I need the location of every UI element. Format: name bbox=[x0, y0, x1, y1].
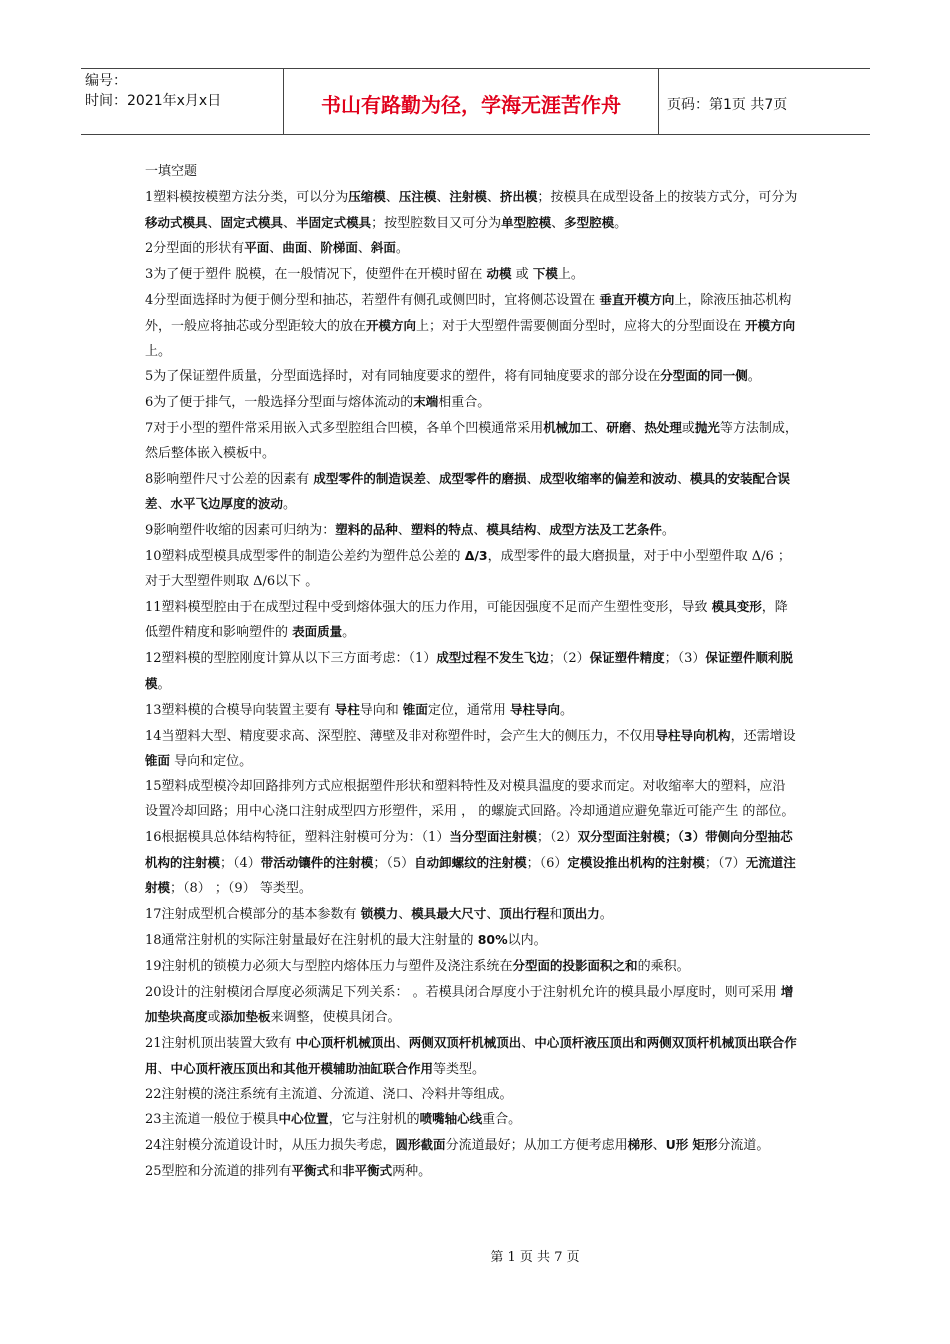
question-text: 或 bbox=[207, 1010, 221, 1026]
question-text: 、 bbox=[157, 1061, 171, 1077]
question-text: 和 bbox=[549, 907, 563, 923]
answer-text: 移动式模具 bbox=[145, 214, 208, 230]
page-footer: 第 1 页 共 7 页 bbox=[490, 1250, 580, 1265]
answer-text: 导柱导向机构 bbox=[655, 727, 731, 743]
answer-text: 梯形 bbox=[627, 1137, 653, 1153]
question-item bbox=[145, 1083, 800, 1108]
answer-text: U形 bbox=[665, 1137, 689, 1153]
answer-text: 热处理 bbox=[644, 419, 682, 435]
answer-text: 中心顶杆机械顶出 bbox=[295, 1035, 396, 1051]
answer-text: 阶梯面 bbox=[320, 240, 358, 256]
question-text: 等类型。 bbox=[433, 1061, 486, 1077]
answer-text: 模具结构 bbox=[486, 522, 537, 538]
question-text: ；（5） bbox=[373, 855, 415, 871]
answer-text: 中心顶杆液压顶出和其他开模辅助油缸联合作用 bbox=[170, 1060, 434, 1076]
question-text: 等方法制成，然后整体嵌入模板中。 bbox=[145, 420, 798, 461]
question-text: 。 bbox=[747, 369, 761, 385]
answer-text: 中心顶杆液压顶出和两侧双顶杆机械顶出联合作用 bbox=[145, 1035, 797, 1076]
question-text: 。 bbox=[342, 625, 356, 641]
question-item bbox=[145, 416, 800, 467]
question-text: 、 bbox=[652, 1138, 666, 1154]
question-text: 9影响塑件收缩的因素可归纳为： bbox=[145, 523, 336, 539]
answer-text: 下模 bbox=[532, 266, 558, 282]
answer-text: 导柱 bbox=[334, 701, 360, 717]
question-text: 来调整，使模具闭合。 bbox=[270, 1010, 401, 1026]
question-text: ，降低塑件精度和影响塑件的 bbox=[145, 599, 788, 641]
answer-text: 斜面 bbox=[370, 240, 396, 256]
question-text: 2分型面的形状有 bbox=[145, 241, 245, 257]
question-text: 22注射模的浇注系统有主流道、分流道、浇口、冷料井等组成。 bbox=[145, 1086, 513, 1102]
question-item bbox=[145, 288, 800, 364]
question-text: 。 bbox=[614, 215, 628, 231]
answer-text: 锥面 bbox=[402, 701, 428, 717]
question-text: 定位，通常用 bbox=[427, 702, 510, 718]
question-text: 、 bbox=[676, 471, 690, 487]
question-text: 、 bbox=[631, 420, 645, 436]
question-text: ；（2） bbox=[548, 651, 590, 667]
answer-text: 分型面的同一侧 bbox=[660, 368, 748, 384]
answer-text: 平面 bbox=[244, 240, 270, 256]
question-text: 25型腔和分流道的排列有 bbox=[145, 1164, 292, 1180]
question-text: 7对于小型的塑件常采用嵌入式多型腔组合凹模，各单个凹模通常采用 bbox=[145, 420, 544, 436]
question-text: 、 bbox=[157, 497, 171, 513]
question-item bbox=[145, 1107, 800, 1133]
question-text: 导向和 bbox=[359, 702, 403, 718]
answer-text: 曲面 bbox=[282, 240, 308, 256]
question-text: ；（8） ；（9） 等类型。 bbox=[170, 881, 312, 897]
question-text: 15塑料成型模冷却回路排列方式应根据塑件形状和塑料特性及对模具温度的要求而定。对收缩率大的塑料，应沿 设置冷却回路；用中心浇口注射成型四方形塑件，采用 ， 的螺旋式回路。冷却通道应避免靠近可能产生 的部位。 bbox=[145, 779, 795, 819]
question-text: 分流道。 bbox=[717, 1138, 770, 1154]
question-item bbox=[145, 724, 800, 776]
question-item bbox=[145, 467, 800, 519]
question-item bbox=[145, 1159, 800, 1185]
answer-text: 无流道注射模 bbox=[145, 854, 796, 896]
question-text: 或 bbox=[681, 420, 695, 436]
question-item bbox=[145, 646, 800, 698]
document-number-label: 编号： bbox=[85, 73, 127, 89]
question-text: 、 bbox=[397, 523, 411, 539]
question-text: 3为了便于塑件 脱模，在一般情况下，使塑件在开模时留在 bbox=[145, 267, 487, 283]
question-text: 21注射机顶出装置大致有 bbox=[145, 1036, 296, 1052]
question-text: 、 bbox=[436, 189, 450, 205]
question-text: 上。 bbox=[145, 343, 172, 359]
section-title: 一填空题 bbox=[145, 164, 198, 179]
question-text: 、 bbox=[593, 420, 607, 436]
question-text: 重合。 bbox=[482, 1112, 522, 1128]
answer-text: 单型腔模 bbox=[501, 214, 552, 230]
question-text: 18通常注射机的实际注射量最好在注射机的最大注射量的 bbox=[145, 932, 478, 948]
question-text: 分流道最好；从加工方便考虑用 bbox=[445, 1138, 628, 1154]
question-item bbox=[145, 1031, 800, 1083]
question-text: 。 bbox=[395, 241, 409, 257]
answer-text: 成型方法及工艺条件 bbox=[549, 522, 662, 538]
question-item bbox=[145, 236, 800, 262]
question-text: 4分型面选择时为便于侧分型和抽芯，若塑件有侧孔或侧凹时，宜将侧芯设置在 bbox=[145, 292, 600, 308]
question-text: 以内。 bbox=[507, 932, 547, 948]
answer-text: 定模设推出机构的注射模 bbox=[567, 854, 705, 870]
document-date: 时间：2021年x月x日 bbox=[85, 93, 222, 109]
answer-text: 表面质量 bbox=[292, 624, 343, 640]
answer-text: 挤出模 bbox=[499, 188, 538, 204]
question-text: 12塑料模的型腔刚度计算从以下三方面考虑：（1） bbox=[145, 651, 437, 667]
question-item bbox=[145, 1133, 800, 1159]
question-text: 。 bbox=[661, 523, 675, 539]
answer-text: 两侧双顶杆机械顶出 bbox=[408, 1035, 522, 1051]
answer-text: 双分型面注射模 bbox=[577, 828, 666, 844]
question-item bbox=[145, 980, 800, 1032]
question-text: 两种。 bbox=[392, 1164, 432, 1180]
question-text: ，成型零件的最大磨损量，对于中小型塑件取 Δ/6 ；对于大型塑件则取 Δ/6以下 。 bbox=[145, 548, 791, 589]
answer-text: 模具变形 bbox=[711, 598, 762, 614]
question-text: ；按型腔数目又可分为 bbox=[371, 215, 502, 231]
question-text: 19注射机的锁模力必须大与型腔内熔体压力与塑件及浇注系统在 bbox=[145, 958, 513, 974]
answer-text: 开模方向 bbox=[366, 317, 417, 333]
question-text: 11塑料模型腔由于在成型过程中受到熔体强大的压力作用，可能因强度不足而产生塑性变形，导致 bbox=[145, 599, 712, 615]
question-item bbox=[145, 364, 800, 390]
answer-text: 塑料的品种 bbox=[335, 522, 398, 538]
question-item bbox=[145, 928, 800, 954]
answer-text: 锁模力 bbox=[360, 906, 399, 922]
answer-text: 圆形截面 bbox=[395, 1137, 446, 1153]
question-text: 、 bbox=[473, 523, 487, 539]
answer-text: 导柱导向 bbox=[510, 701, 561, 717]
answer-text: 添加垫板 bbox=[220, 1009, 271, 1025]
question-text: 6为了便于排气，一般选择分型面与熔体流动的 bbox=[145, 395, 414, 411]
question-text: 、 bbox=[283, 215, 297, 231]
question-item bbox=[145, 262, 800, 288]
question-text: 24注射模分流道设计时，从压力损失考虑， bbox=[145, 1138, 396, 1154]
question-text: 、 bbox=[357, 241, 371, 257]
answer-text: 模具最大尺寸 bbox=[411, 906, 487, 922]
answer-text: 平衡式 bbox=[291, 1163, 330, 1179]
header-page-info: 页码：第1页 共7页 bbox=[667, 96, 788, 113]
question-text: 、 bbox=[551, 215, 565, 231]
answer-text: 开模方向 bbox=[745, 317, 796, 333]
question-text: 导向和定位。 bbox=[170, 754, 253, 770]
answer-text: Δ/3 bbox=[464, 547, 488, 563]
answer-text: 锥面 bbox=[145, 753, 171, 769]
answer-text: 水平飞边厚度的波动 bbox=[170, 496, 284, 512]
answer-text: 当分型面注射模 bbox=[449, 828, 537, 844]
question-text: 、 bbox=[395, 1036, 409, 1052]
question-text: 、 bbox=[526, 471, 540, 487]
question-text: ；按模具在成型设备上的按装方式分，可分为 bbox=[537, 189, 798, 205]
question-text: 16根据模具总体结构特征，塑料注射模可分为：（1） bbox=[145, 829, 450, 845]
answer-text: 模具的安装配合误差 bbox=[145, 470, 791, 512]
answer-text: 垂直开模方向 bbox=[599, 291, 675, 307]
question-item bbox=[145, 698, 800, 724]
answer-text: 带活动镶件的注射模 bbox=[260, 854, 374, 870]
question-text: 。 bbox=[560, 702, 574, 718]
question-text: 、 bbox=[486, 907, 500, 923]
question-text: 上，除液压抽芯机构外，一般应将抽芯或分型距较大的放在 bbox=[145, 292, 792, 334]
question-text: 。 bbox=[599, 907, 613, 923]
answer-text: 塑料的特点 bbox=[410, 522, 474, 538]
question-text: 、 bbox=[269, 241, 283, 257]
answer-text: 固定式模具 bbox=[220, 214, 284, 230]
question-item bbox=[145, 775, 800, 825]
answer-text: 中心位置 bbox=[278, 1111, 329, 1127]
answer-text: 80% bbox=[477, 931, 508, 947]
page-header bbox=[81, 68, 870, 135]
question-item bbox=[145, 185, 800, 237]
answer-text: 注射模 bbox=[449, 188, 487, 204]
question-text: 、 bbox=[207, 215, 221, 231]
question-text: ，还需增设 bbox=[730, 728, 796, 744]
question-text: 17注射成型机合模部分的基本参数有 bbox=[145, 907, 361, 923]
question-text: 相重合。 bbox=[438, 395, 491, 411]
question-text: 14当塑料大型、精度要求高、深型腔、薄壁及非对称塑件时，会产生大的侧压力，不仅用 bbox=[145, 728, 656, 744]
question-item bbox=[145, 954, 800, 980]
question-text: ；（4） bbox=[220, 855, 261, 871]
answer-text: 喷嘴轴心线 bbox=[419, 1111, 483, 1127]
answer-text: 保证塑件顺利脱模 bbox=[145, 650, 793, 691]
question-text: 。 bbox=[157, 676, 171, 692]
answer-text: 末端 bbox=[413, 394, 439, 410]
question-text: 上。 bbox=[557, 267, 584, 283]
question-text: 23主流道一般位于模具 bbox=[145, 1112, 279, 1128]
question-text: 和 bbox=[329, 1164, 343, 1180]
question-text: ，它与注射机的 bbox=[328, 1112, 420, 1128]
question-text: 、 bbox=[486, 189, 500, 205]
question-text: 的乘积。 bbox=[637, 958, 690, 974]
answer-text: 分型面的投影面积之和 bbox=[512, 957, 638, 973]
question-text: 。 bbox=[283, 497, 297, 513]
answer-text: 研磨 bbox=[606, 419, 632, 435]
answer-text: 压缩模 bbox=[348, 188, 386, 204]
question-text: ；（6） bbox=[526, 855, 568, 871]
question-text: 、 bbox=[398, 907, 412, 923]
question-text: ；（7） bbox=[704, 855, 746, 871]
question-item bbox=[145, 544, 800, 595]
answer-text: 顶出行程 bbox=[499, 906, 550, 922]
answer-text: ；（3）带侧向分型抽芯机构的注射模 bbox=[145, 828, 793, 870]
question-text: 、 bbox=[521, 1036, 535, 1052]
answer-text: 自动卸螺纹的注射模 bbox=[414, 854, 527, 870]
answer-text: 矩形 bbox=[692, 1137, 718, 1153]
header-motto: 书山有路勤为径，学海无涯苦作舟 bbox=[284, 69, 659, 134]
answer-text: 成型零件的磨损 bbox=[438, 470, 527, 486]
answer-text: 保证塑件精度 bbox=[589, 650, 665, 666]
question-text: 、 bbox=[385, 189, 399, 205]
question-text: 5为了保证塑件质量，分型面选择时，对有同轴度要求的塑件，将有同轴度要求的部分设在 bbox=[145, 369, 661, 385]
question-text: 8影响塑件尺寸公差的因素有 bbox=[145, 471, 314, 487]
question-text: ；（2） bbox=[536, 829, 578, 845]
question-text: 、 bbox=[425, 471, 439, 487]
answer-text: 成型零件的制造误差 bbox=[313, 470, 426, 486]
answer-text: 非平衡式 bbox=[342, 1163, 393, 1179]
question-item bbox=[145, 902, 800, 928]
header-meta bbox=[81, 69, 284, 134]
question-text: 、 bbox=[536, 523, 550, 539]
question-item bbox=[145, 518, 800, 544]
document-body bbox=[145, 160, 800, 1185]
question-text: ；（3） bbox=[664, 651, 706, 667]
question-text: 20设计的注射模闭合厚度必须满足下列关系： 。若模具闭合厚度小于注射机允许的模具最小厚度时，则可采用 bbox=[145, 984, 781, 1000]
question-item bbox=[145, 390, 800, 416]
question-text: 上；对于大型塑件需要侧面分型时，应将大的分型面设在 bbox=[416, 318, 746, 334]
answer-text: 增加垫块高度 bbox=[145, 983, 794, 1025]
answer-text: 多型腔模 bbox=[564, 214, 615, 230]
question-item bbox=[145, 825, 800, 902]
question-text: 13塑料模的合模导向装置主要有 bbox=[145, 702, 335, 718]
answer-text: 顶出力 bbox=[562, 906, 600, 922]
question-text: 或 bbox=[511, 267, 533, 283]
answer-text: 压注模 bbox=[398, 188, 437, 204]
question-item bbox=[145, 595, 800, 647]
answer-text: 半固定式模具 bbox=[296, 214, 372, 230]
question-text: 10塑料成型模具成型零件的制造公差约为塑件总公差的 bbox=[145, 548, 465, 564]
answer-text: 成型过程不发生飞边 bbox=[436, 650, 549, 666]
answer-text: 抛光 bbox=[694, 419, 720, 435]
question-text: 、 bbox=[307, 241, 321, 257]
question-text: 1塑料模按模塑方法分类，可以分为 bbox=[145, 189, 349, 205]
question-list bbox=[145, 185, 800, 1185]
answer-text: 机械加工 bbox=[543, 419, 594, 435]
answer-text: 动模 bbox=[486, 266, 512, 282]
answer-text: 成型收缩率的偏差和波动 bbox=[539, 470, 677, 486]
